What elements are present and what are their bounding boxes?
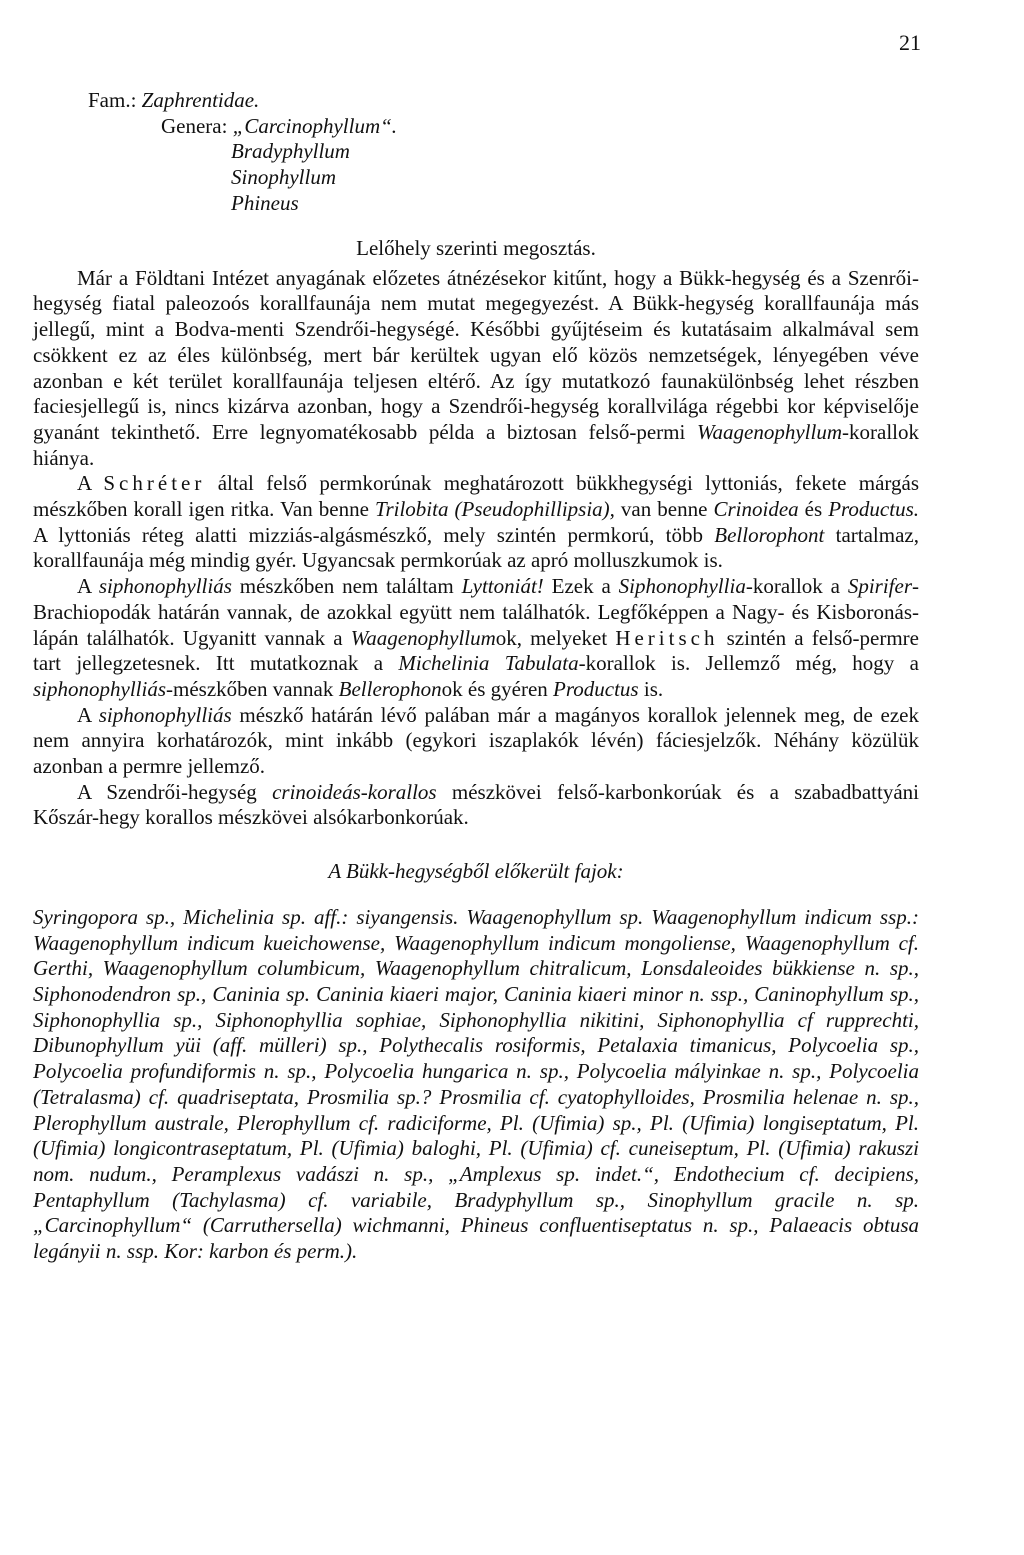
author-name: Schréter: [103, 471, 206, 496]
taxonomy-header: [88, 88, 397, 217]
paragraph-1: Már a Földtani Intézet anyagának előzetes átnézésekor kitűnt, hogy a Bükk-hegység és a Szenrői-hegység fiatal paleozoós korallfaunája nem mutat megegyezést. A Bükk-hegység korallfaunája más jellegű, mint a Bodva-menti Szendrői-hegységé. Későbbi gyűjtéseim és kutatásaim alkalmával sem csökkent ez az éles különbség, mert bár kerültek ugyan elő közös nemzetségek, lényegében véve azonban e két terület korallfaunája teljesen eltérő. Az így mutatkozó faunakülönbség lehet részben faciesjellegű is, nincs kizárva azonban, hogy a Szendrői-hegység korallvilága régebbi kor képviselője gyanánt tekinthető. Erre legnyomatékosabb példa a biztosan felső-permi Waagenophyllum-korallok hiánya.: [33, 265, 919, 470]
paragraph-2: A Schréter által felső permkorúnak meghatározott bükkhegységi lyttoniás, fekete márgás mészkőben korall igen ritka. Van benne Trilobita (Pseudophillipsia), van benne Crinoidea és Productus. A lyttoniás réteg alatti mizziás-algásmészkő, mely szintén permkorú, több Bellorophont tartalmaz, korallfaunája még mindig gyér. Ugyancsak permkorúak az apró molluszkumok is.: [33, 471, 920, 573]
section-heading: Lelőhely szerinti megosztás.: [356, 236, 596, 260]
main-content: [33, 236, 919, 1265]
genus-item: Sinophyllum: [231, 165, 336, 190]
family-label: Fam.:: [88, 88, 137, 112]
paragraph-5: A Szendrői-hegység crinoideás-korallos mészkövei felső-karbonkorúak és a szabadbattyáni Kőszár-hegy korallos mészkövei alsókarbonkorúak.: [33, 779, 919, 830]
genus-item: Bradyphyllum: [231, 139, 350, 164]
paragraph-3: A siphonophylliás mészkőben nem találtam Lyttoniát! Ezek a Siphonophyllia-korallok a Spirifer-Brachiopodák határán vannak, de azokkal együtt nem találhatók. Legfőképpen a Nagy- és Kisboronás-lápán találhatók. Ugyanitt vannak a Waagenophyllumok, melyeket Heritsch szintén a felső-permre tart jellegzetesnek. Itt mutatkoznak a Michelinia Tabulata-korallok is. Jellemző még, hogy a siphonophylliás-mészkőben vannak Bellerophonok és gyéren Productus is.: [33, 574, 920, 701]
author-name: Heritsch: [615, 625, 719, 650]
genera-label: Genera:: [161, 113, 228, 138]
genus-item: „Carcinophyllum“.: [232, 113, 398, 138]
genus-item: Phineus: [231, 190, 299, 215]
family-value: Zaphrentidae.: [141, 88, 260, 112]
species-heading: A Bükk-hegységből előkerült fajok:: [328, 859, 624, 884]
species-list: Syringopora sp., Michelinia sp. aff.: siyangensis. Waagenophyllum sp. Waagenophyllum indicum ssp.: Waagenophyllum indicum kueichowense, Waagenophyllum indicum mongoliense, Waagenophyllum cf. Gerthi, Waagenophyllum columbicum, Waagenophyllum chitralicum, Lonsdaleoides bükkiense n. sp., Siphonodendron sp., Caninia sp. Caninia kiaeri major, Caninia kiaeri minor n. ssp., Caninophyllum sp., Siphonophyllia sp., Siphonophyllia sophiae, Siphonophyllia nikitini, Siphonophyllia cf rupprechti, Dibunophyllum yüi (aff. mülleri) sp., Polythecalis rosiformis, Petalaxia timanicus, Polycoelia sp., Polycoelia profundiformis n. sp., Polycoelia hungarica n. sp., Polycoelia mályinkae n. sp., Polycoelia (Tetralasma) cf. quadriseptata, Prosmilia sp.? Prosmilia cf. cyatophylloides, Prosmilia helenae n. sp., Plerophyllum australe, Plerophyllum cf. radiciforme, Pl. (Ufimia) sp., Pl. (Ufimia) longiseptatum, Pl. (Ufimia) longicontraseptatum, Pl. (Ufimia) baloghi, Pl. (Ufimia) cf. cuneiseptum, Pl. (Ufimia) rakuszi nom. nudum., Peramplexus vadászi n. sp., „Amplexus sp. indet.“, Endothecium cf. decipiens, Pentaphyllum (Tachylasma) cf. variabile, Bradyphyllum sp., Sinophyllum gracile n. sp. „Carcinophyllum“ (Carruthersella) wichmanni, Phineus confluentiseptatus n. sp., Palaeacis obtusa legányii n. ssp. Kor: karbon és perm.).: [33, 904, 919, 1264]
family-line: [88, 88, 397, 114]
paragraph-4: A siphonophylliás mészkő határán lévő palában már a magányos korallok jelennek meg, de ezek nem annyira korhatározók, mint inkább (egykori iszaplakók lévén) fáciesjelzők. Néhány közülük azonban a permre jellemző.: [33, 702, 920, 779]
genera-line: [88, 114, 397, 140]
page-number: 21: [899, 30, 921, 55]
